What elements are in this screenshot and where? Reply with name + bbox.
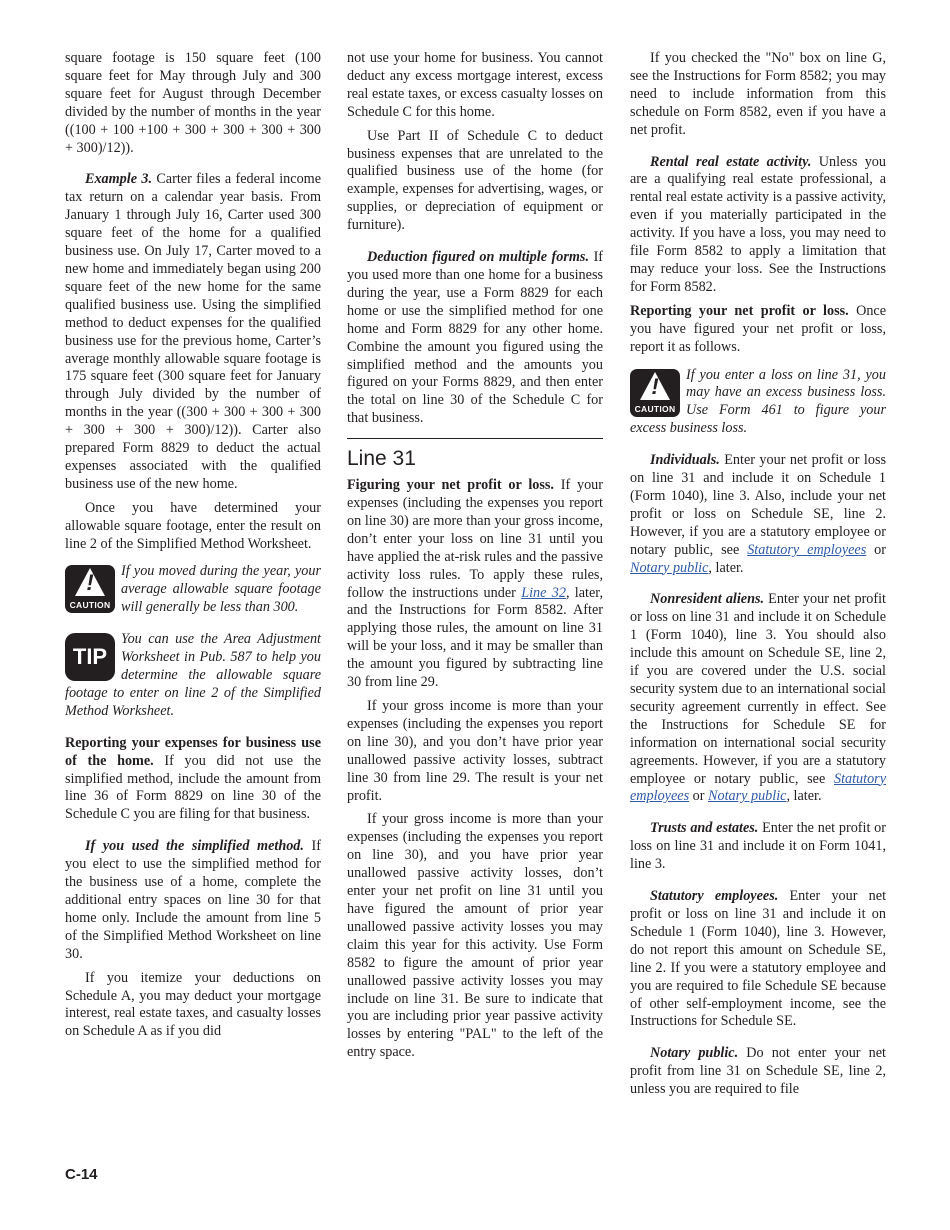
paragraph-rental xyxy=(630,154,886,297)
individuals-label: Individuals. xyxy=(650,452,720,469)
multiple-forms-label: Deduction figured on multiple forms. xyxy=(367,249,589,266)
individuals-text: Enter your net profit or loss on line 31 and include it on Schedule 1 (Form 1040), line 3. Also, include your net profit or loss on Schedule SE, line 2. However, if you are a statutory employee or notary public, see xyxy=(630,452,887,558)
paragraph-nonresident xyxy=(630,591,886,806)
figuring-text-b: , later, and the Instructions for Form 8582. After applying those rules, the amount on line 31 will be your loss, and it may be smaller than the amount you figured by subtracting line 30 from line 29. xyxy=(347,584,603,691)
tip-icon-label: TIP xyxy=(72,644,108,670)
example-3-text: Carter files a federal income tax return on a calendar year basis. From January 1 through July 16, Carter used 300 square feet of the home for a qualified business use. On July 17, Carter moved to a new home and immediately began using 200 square feet of the new home for the same qualified business use. Using the simplified method to deduct expenses for the qualified business use for the previous home, Carter’s average monthly allowable square footage is 175 square feet (300 square feet for January through July divided by the number of months in the year ((300 + 300 + 300 + 300 + 300 + 300 + 300)/12)). Carter also prepared Form 8829 to deduct the actual expenses associated with the qualified business use of the new home. xyxy=(65,171,321,492)
notary-public-label: Notary public. xyxy=(650,1045,739,1062)
paragraph-reporting-net xyxy=(630,303,886,357)
column-middle xyxy=(347,50,603,1068)
paragraph-notary-public xyxy=(630,1045,886,1099)
reporting-expenses-label: Reporting your expenses for business use of the home. xyxy=(65,734,321,769)
trusts-text: Enter the net profit or loss on line 31 and include it on Form 1041, line 3. xyxy=(630,820,887,873)
notary-public-link[interactable]: Notary public xyxy=(708,788,787,805)
paragraph-itemize: If you itemize your deductions on Schedule A, you may deduct your mortgage interest, real estate taxes, and casualty losses on Schedule A as if you did xyxy=(65,969,321,1040)
reporting-net-text: Once you have figured your net profit or loss, report it as follows. xyxy=(630,302,887,355)
paragraph-statutory-employees xyxy=(630,888,886,1031)
column-right xyxy=(630,50,886,1105)
reporting-expenses-text: If you did not use the simplified method, include the amount from line 36 of Form 8829 on line 30 of the Schedule C you are filing for that business. xyxy=(65,752,321,823)
caution-icon: ! CAUTION xyxy=(65,565,115,613)
paragraph: Use Part II of Schedule C to deduct business expenses that are unrelated to the qualified business use of the home (for example, expenses for advertising, wages, or supplies, or depreciation of equipment or furniture). xyxy=(347,127,603,234)
figuring-text-a: If your expenses (including the expenses you report on line 30) are more than your gross income, don’t enter your loss on line 31 until you have applied the at-risk rules and the passive activity loss rules. To apply these rules, follow the instructions under xyxy=(347,477,603,601)
tip-icon xyxy=(65,633,115,681)
paragraph-simplified-method xyxy=(65,838,321,963)
paragraph: not use your home for business. You cannot deduct any excess mortgage interest, excess real estate taxes, or excess casualty losses on Schedule C for this home. xyxy=(347,50,603,120)
nonresident-text: Enter your net profit or loss on line 31 and include it on Schedule 1 (Form 1040), line 3. You should also include this amount on Schedule SE, line 2, if you are covered under the U.S. social security system due to an international social security agreement currently in effect. See the Instructions for Schedule SE for information on international social security agreements. However, if you are a statutory employee or notary public, see xyxy=(630,591,887,787)
statutory-employees-label: Statutory employees. xyxy=(650,888,779,905)
figuring-label: Figuring your net profit or loss. xyxy=(347,477,554,494)
paragraph-figuring xyxy=(347,477,603,692)
caution-text: If you enter a loss on line 31, you may have an excess business loss. Use Form 461 to figure your excess business loss. xyxy=(630,366,886,437)
caution-icon: ! CAUTION xyxy=(630,369,680,417)
tip-note xyxy=(65,631,321,721)
later-text: , later. xyxy=(786,788,822,805)
paragraph-individuals xyxy=(630,452,886,577)
paragraph: If you checked the "No" box on line G, see the Instructions for Form 8582; you may need to include information from this schedule on Form 8582, even if you have a net profit. xyxy=(630,50,886,138)
statutory-employees-text: Enter your net profit or loss on line 31 and include it on Schedule 1 (Form 1040), line 3. However, do not report this amount on Schedule SE, line 2. If you were a statutory employee and you are required to file Schedule SE because of other self-employment income, see the Instructions for Schedule SE. xyxy=(630,888,887,1030)
notary-public-link[interactable]: Notary public xyxy=(630,559,709,576)
later-text: , later. xyxy=(708,559,744,576)
paragraph-trusts xyxy=(630,820,886,874)
nonresident-label: Nonresident aliens. xyxy=(650,591,765,608)
caution-note xyxy=(630,367,886,439)
column-left xyxy=(65,50,321,1047)
line-32-link[interactable]: Line 32 xyxy=(521,584,566,601)
paragraph: If your gross income is more than your expenses (including the expenses you report on line 30), and you don’t have prior year unallowed passive activity losses, subtract line 30 from line 29. The result is your net profit. xyxy=(347,698,603,804)
multiple-forms-text: If you used more than one home for a business during the year, use a Form 8829 for each home or use the simplified method for one home and Form 8829 for any other home. Combine the amount you figured using the simplified method and the amounts you figured on your Forms 8829, and then enter the total on line 30 of the Schedule C for that business. xyxy=(347,249,604,427)
caution-text: If you moved during the year, your average allowable square footage will generally be less than 300. xyxy=(121,563,321,616)
caution-icon-label: CAUTION xyxy=(69,600,111,611)
caution-note xyxy=(65,563,321,617)
paragraph: If your gross income is more than your expenses (including the expenses you report on line 30), and you have prior year unallowed passive activity losses, don’t enter your net profit on line 31 until you have figured the amount of prior year unallowed passive activity losses you may claim this year for this activity. Use Form 8582 to figure the amount of prior year unallowed passive activity losses you may include on line 31. Be sure to indicate that you are including prior year passive activity losses by entering "PAL" to the left of the entry space. xyxy=(347,811,603,1061)
rental-text: Unless you are a qualifying real estate professional, a rental real estate activity is a passive activity, even if you materially participated in the activity. If you have a loss, you may need to file Form 8582 to apply a limitation that may reduce your loss. See the Instructions for Form 8582. xyxy=(630,153,886,295)
simplified-method-text: If you elect to use the simplified method for the business use of a home, complete the additional entry spaces on line 30 for that home only. Include the amount from line 5 of the Simplified Method Worksheet on line 30. xyxy=(65,838,321,962)
section-divider xyxy=(347,438,603,439)
paragraph-example-3 xyxy=(65,171,321,493)
trusts-label: Trusts and estates. xyxy=(650,820,759,837)
reporting-net-label: Reporting your net profit or loss. xyxy=(630,302,849,319)
tip-text: You can use the Area Adjustment Worksheet in Pub. 587 to help you determine the allowable square footage to enter on line 2 of the Simplified Method Worksheet. xyxy=(65,631,321,719)
simplified-method-label: If you used the simplified method. xyxy=(85,838,304,855)
paragraph-multiple-forms xyxy=(347,249,603,428)
paragraph-reporting-expenses xyxy=(65,735,321,825)
page-number: C-14 xyxy=(65,1166,98,1183)
statutory-employees-link[interactable]: Statutory employees xyxy=(747,541,867,558)
section-heading-line-31: Line 31 xyxy=(347,447,416,471)
caution-icon-label: CAUTION xyxy=(634,403,676,414)
notary-public-text: Do not enter your net profit from line 31 on Schedule SE, line 2, unless you are required to file xyxy=(630,1045,886,1098)
or-word: or xyxy=(874,541,886,558)
example-3-label: Example 3. xyxy=(85,171,152,188)
paragraph: Once you have determined your allowable square footage, enter the result on line 2 of the Simplified Method Worksheet. xyxy=(65,499,321,552)
or-word: or xyxy=(692,788,705,805)
statutory-employees-link[interactable]: Statutory employees xyxy=(630,770,887,805)
rental-label: Rental real estate activity. xyxy=(650,153,812,170)
paragraph: square footage is 150 square feet (100 square feet for May through July and 300 square feet for August through December divided by the number of months in the year ((100 + 100 +100 + 300 + 300 + 300 + 300 + 300)/12)). xyxy=(65,50,321,156)
